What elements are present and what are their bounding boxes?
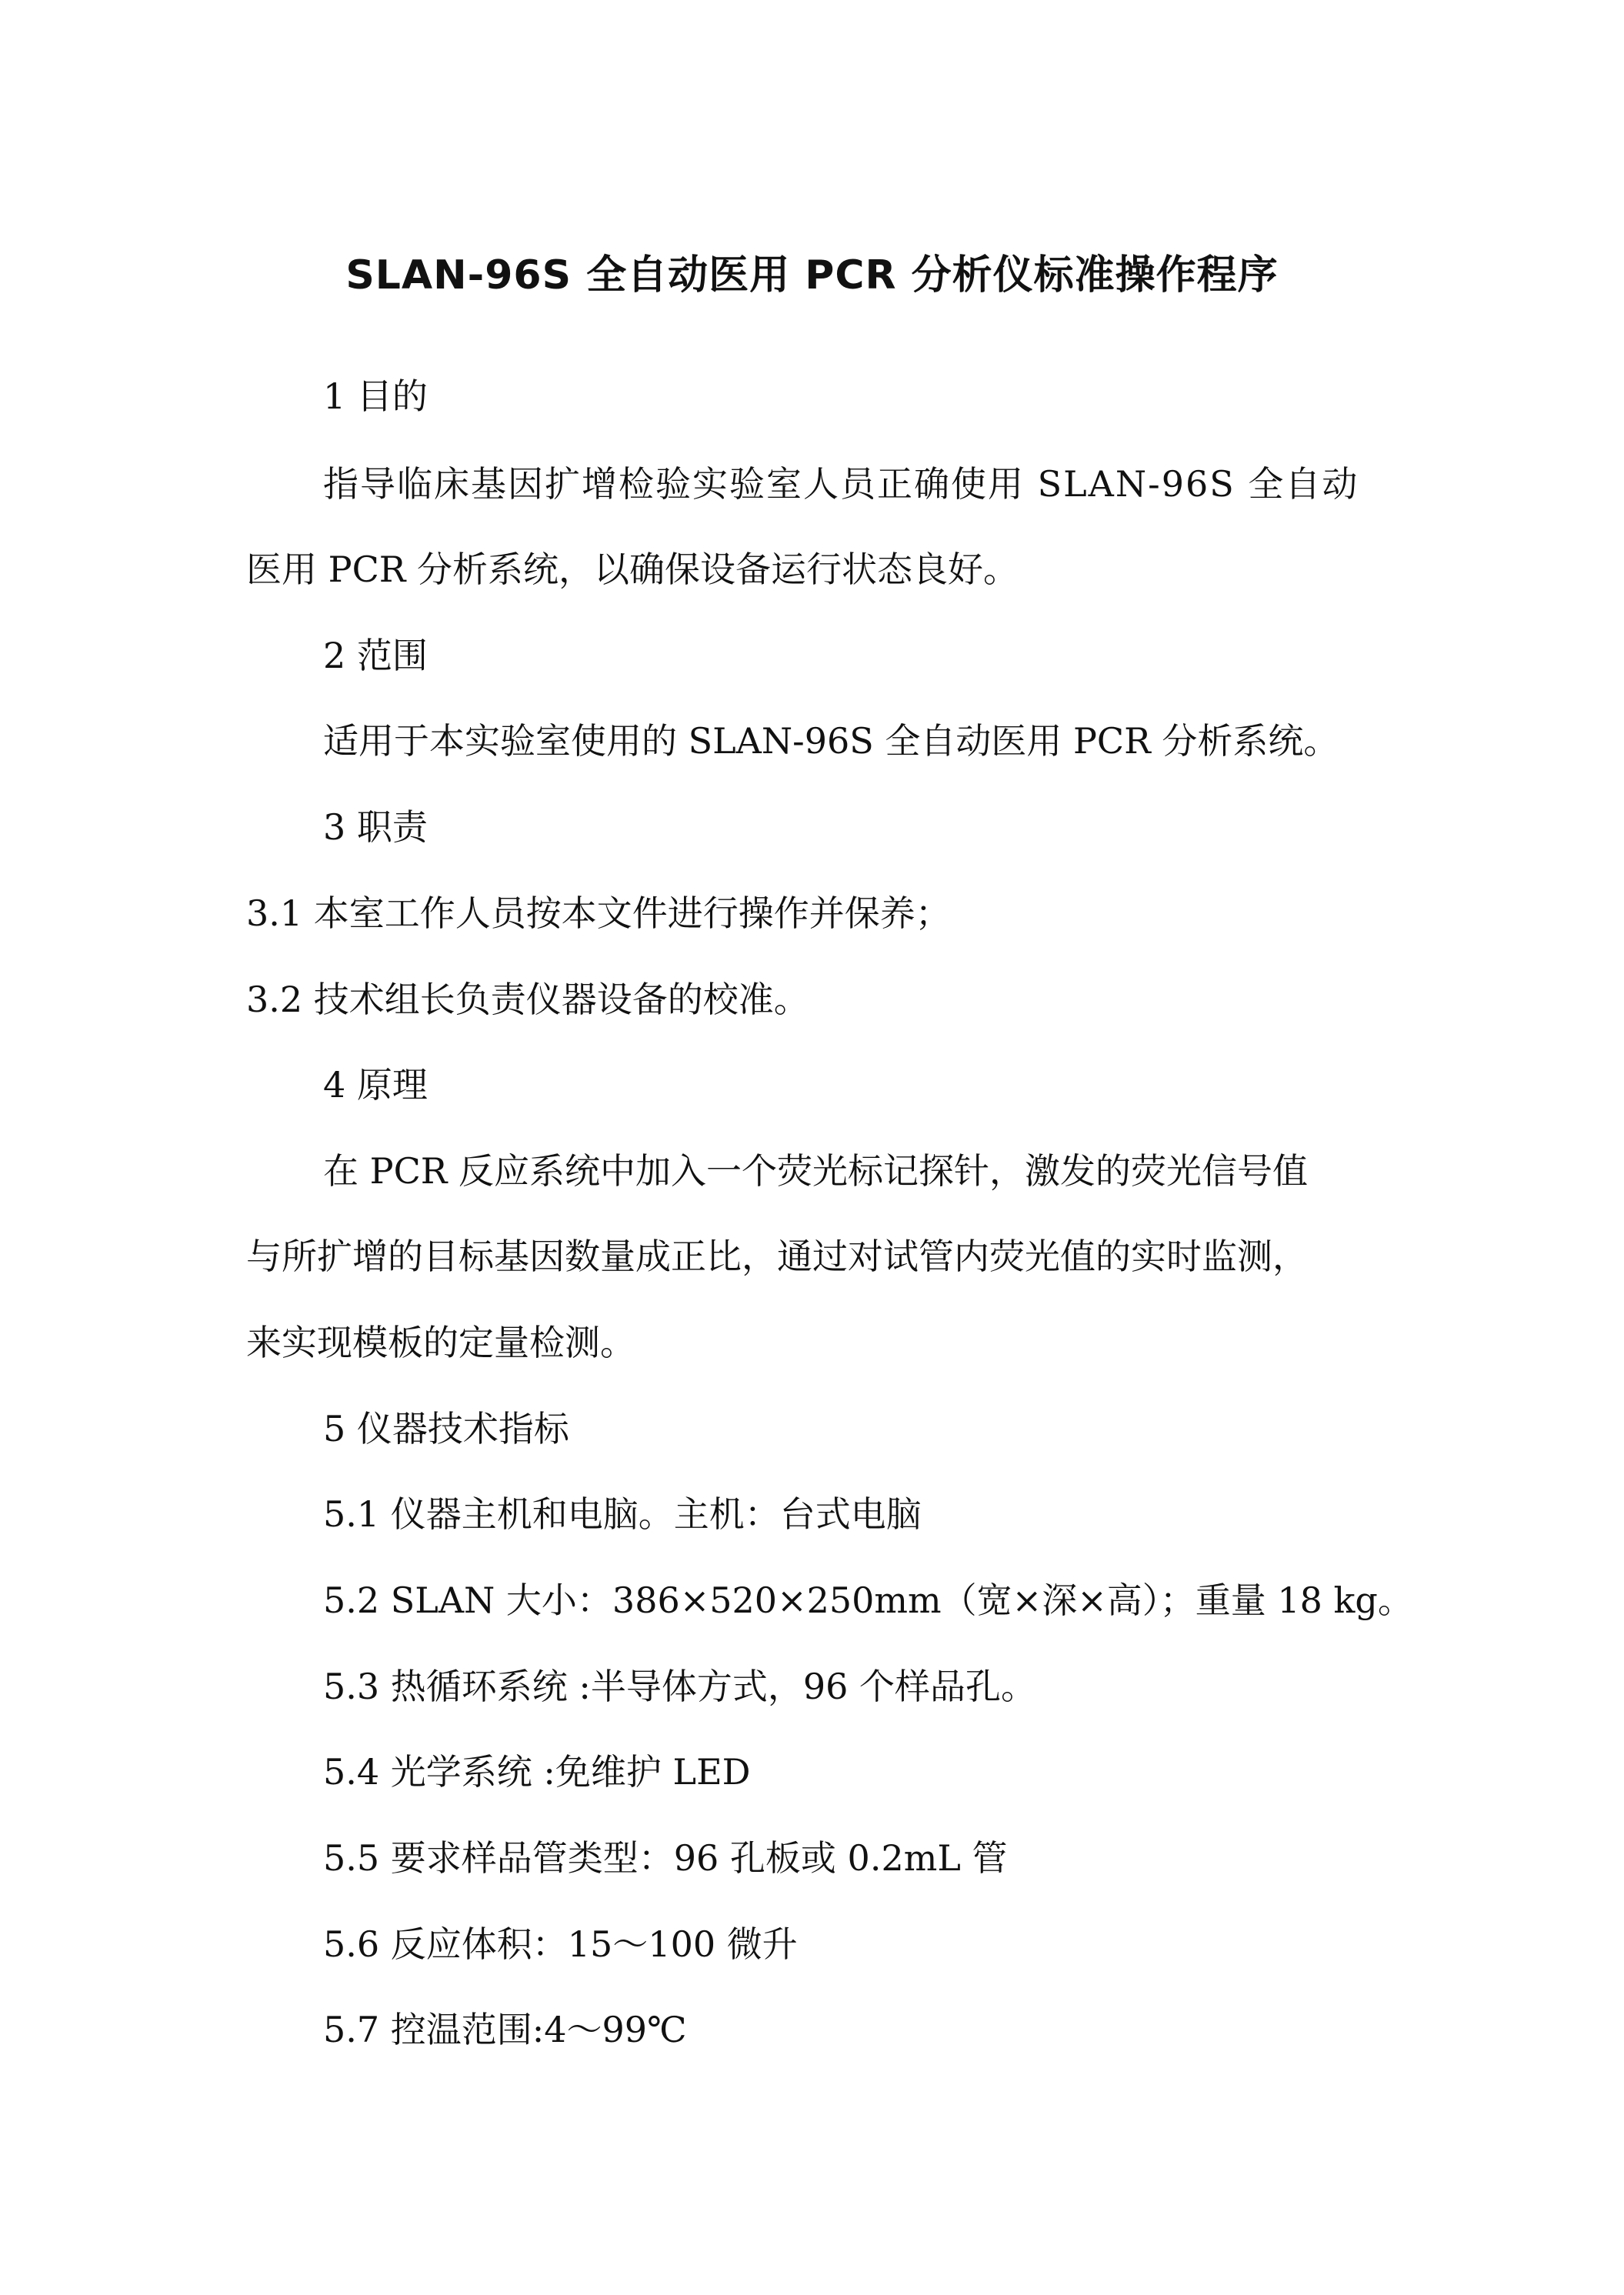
- section-heading-specifications: 5 仪器技术指标: [323, 1408, 569, 1449]
- spec-item: 5.5 要求样品管类型：96 孔板或 0.2mL 管: [323, 1837, 1008, 1879]
- spec-item: 5.1 仪器主机和电脑。主机：台式电脑: [323, 1493, 922, 1535]
- document-title: SLAN-96S 全自动医用 PCR 分析仪标准操作程序: [345, 252, 1279, 299]
- spec-item: 5.7 控温范围:4～99℃: [323, 2009, 687, 2050]
- spec-item: 5.4 光学系统 :免维护 LED: [323, 1751, 751, 1793]
- spec-item: 5.2 SLAN 大小：386×520×250mm（宽×深×高）；重量 18 kg。: [323, 1579, 1413, 1621]
- paragraph-line: 与所扩增的目标基因数量成正比，通过对试管内荧光值的实时监测，: [246, 1236, 1308, 1277]
- section-heading-scope: 2 范围: [323, 635, 428, 676]
- list-item: 3.1 本室工作人员按本文件进行操作并保养；: [246, 892, 951, 934]
- paragraph-line: 在 PCR 反应系统中加入一个荧光标记探针，激发的荧光信号值: [323, 1150, 1309, 1192]
- list-item: 3.2 技术组长负责仪器设备的校准。: [246, 979, 809, 1020]
- paragraph-line: 指导临床基因扩增检验实验室人员正确使用 SLAN-96S 全自动: [323, 463, 1359, 505]
- paragraph-line: 医用 PCR 分析系统，以确保设备运行状态良好。: [246, 549, 1019, 590]
- spec-item: 5.6 反应体积：15～100 微升: [323, 1923, 798, 1965]
- spec-item: 5.3 热循环系统 :半导体方式，96 个样品孔。: [323, 1666, 1037, 1707]
- section-heading-purpose: 1 目的: [323, 375, 428, 417]
- section-heading-principle: 4 原理: [323, 1064, 428, 1106]
- section-heading-responsibility: 3 职责: [323, 806, 428, 848]
- paragraph-line: 来实现模板的定量检测。: [246, 1322, 635, 1363]
- paragraph-line: 适用于本实验室使用的 SLAN-96S 全自动医用 PCR 分析系统。: [323, 720, 1339, 762]
